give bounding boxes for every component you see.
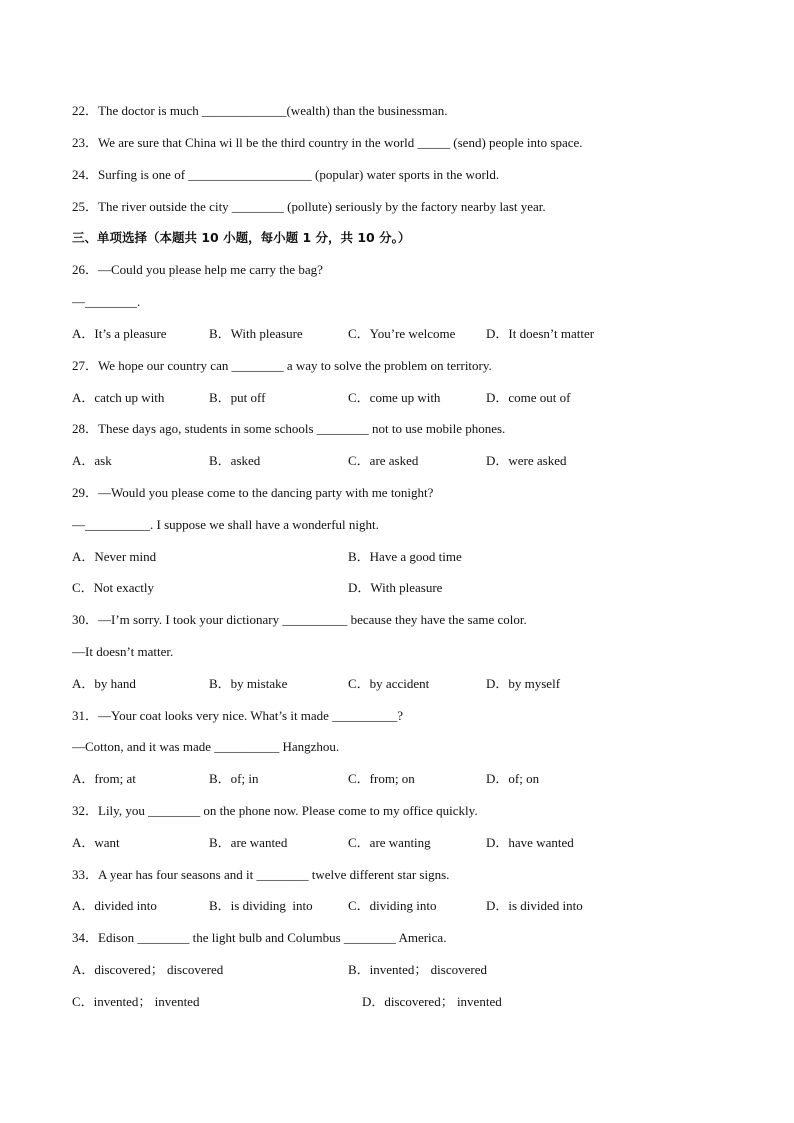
q30-option-a[interactable]: A．by hand	[72, 676, 136, 691]
q31-option-a[interactable]: A．from; at	[72, 771, 136, 786]
q29-option-c[interactable]: C．Not exactly	[72, 580, 154, 595]
q34-option-b[interactable]: B．invented； discovered	[348, 962, 487, 977]
q26-option-a[interactable]: A．It’s a pleasure	[72, 326, 167, 341]
q29-option-d[interactable]: D．With pleasure	[348, 580, 443, 595]
q34-option-c[interactable]: C．invented； invented	[72, 994, 200, 1009]
q32-option-b[interactable]: B．are wanted	[209, 835, 288, 850]
q27-option-d[interactable]: D．come out of	[486, 390, 571, 405]
question-26-stem: 26．—Could you please help me carry the bag?	[72, 262, 323, 277]
question-34-stem: 34．Edison ________ the light bulb and Columbus ________ America.	[72, 930, 447, 945]
q26-option-c[interactable]: C．You’re welcome	[348, 326, 456, 341]
q31-option-d[interactable]: D．of; on	[486, 771, 540, 786]
question-30-reply: —It doesn’t matter.	[72, 644, 174, 659]
q27-option-a[interactable]: A．catch up with	[72, 390, 165, 405]
q27-option-c[interactable]: C．come up with	[348, 390, 441, 405]
q32-option-a[interactable]: A．want	[72, 835, 120, 850]
question-23: 23．We are sure that China wi ll be the third country in the world _____ (send) people into space.	[72, 135, 583, 150]
question-33-stem: 33．A year has four seasons and it ________ twelve different star signs.	[72, 867, 450, 882]
q33-option-d[interactable]: D．is divided into	[486, 898, 583, 913]
q33-option-c[interactable]: C．dividing into	[348, 898, 437, 913]
q26-option-d[interactable]: D．It doesn’t matter	[486, 326, 595, 341]
q28-option-a[interactable]: A．ask	[72, 453, 112, 468]
q30-option-b[interactable]: B．by mistake	[209, 676, 288, 691]
q33-option-b[interactable]: B．is dividing into	[209, 898, 313, 913]
q27-option-b[interactable]: B．put off	[209, 390, 266, 405]
q28-option-d[interactable]: D．were asked	[486, 453, 567, 468]
question-32-stem: 32．Lily, you ________ on the phone now. Please come to my office quickly.	[72, 803, 478, 818]
q28-option-c[interactable]: C．are asked	[348, 453, 419, 468]
question-24: 24．Surfing is one of ___________________ (popular) water sports in the world.	[72, 167, 500, 182]
q34-option-a[interactable]: A．discovered； discovered	[72, 962, 224, 977]
question-22: 22．The doctor is much _____________(wealth) than the businessman.	[72, 103, 448, 118]
q34-option-d[interactable]: D．discovered； invented	[362, 994, 502, 1009]
question-30-stem: 30．—I’m sorry. I took your dictionary __________ because they have the same color.	[72, 612, 527, 627]
q33-option-a[interactable]: A．divided into	[72, 898, 157, 913]
q26-option-b[interactable]: B．With pleasure	[209, 326, 303, 341]
question-28-stem: 28．These days ago, students in some schools ________ not to use mobile phones.	[72, 421, 506, 436]
q29-option-b[interactable]: B．Have a good time	[348, 549, 462, 564]
q28-option-b[interactable]: B．asked	[209, 453, 261, 468]
question-31-reply: —Cotton, and it was made __________ Hangzhou.	[72, 739, 340, 754]
question-31-stem: 31．—Your coat looks very nice. What’s it made __________?	[72, 708, 403, 723]
q32-option-c[interactable]: C．are wanting	[348, 835, 431, 850]
question-29-reply: —__________. I suppose we shall have a wonderful night.	[72, 517, 379, 532]
q30-option-c[interactable]: C．by accident	[348, 676, 430, 691]
question-29-stem: 29．—Would you please come to the dancing party with me tonight?	[72, 485, 434, 500]
question-26-reply: —________.	[72, 294, 141, 309]
q31-option-c[interactable]: C．from; on	[348, 771, 415, 786]
q31-option-b[interactable]: B．of; in	[209, 771, 259, 786]
q30-option-d[interactable]: D．by myself	[486, 676, 561, 691]
section-heading: 三、单项选择（本题共 10 小题，每小题 1 分，共 10 分。）	[72, 230, 411, 245]
q32-option-d[interactable]: D．have wanted	[486, 835, 574, 850]
question-25: 25．The river outside the city ________ (pollute) seriously by the factory nearby last year.	[72, 199, 546, 214]
q29-option-a[interactable]: A．Never mind	[72, 549, 157, 564]
question-27-stem: 27．We hope our country can ________ a way to solve the problem on territory.	[72, 358, 492, 373]
